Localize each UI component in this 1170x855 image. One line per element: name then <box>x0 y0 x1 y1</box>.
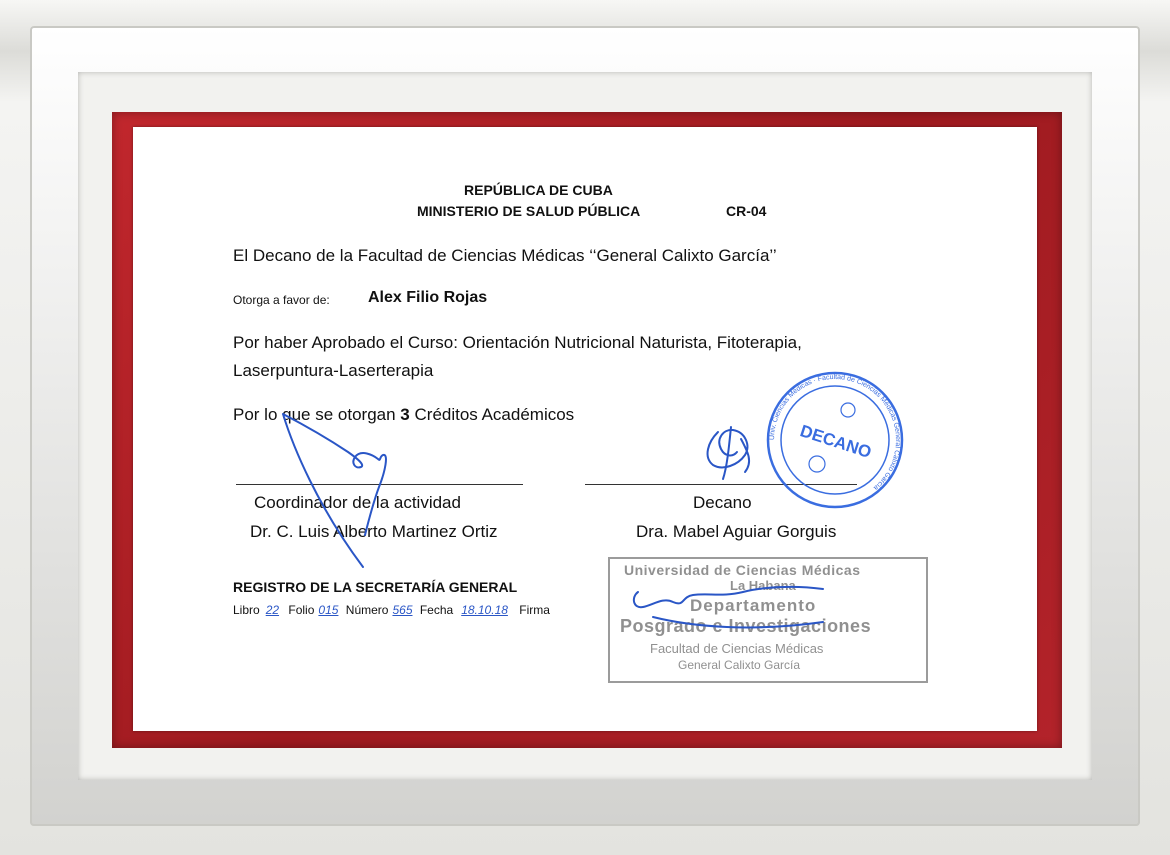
recipient-name: Alex Filio Rojas <box>368 289 488 306</box>
header-ministry: MINISTERIO DE SALUD PÚBLICA <box>417 203 641 219</box>
stamp-line-1: Universidad de Ciencias Médicas <box>624 562 861 578</box>
grant-label: Otorga a favor de: <box>233 293 330 307</box>
folio-label: Folio <box>288 603 315 617</box>
course-line-2: Laserpuntura-Laserterapia <box>233 361 434 380</box>
stamp-line-5: Facultad de Ciencias Médicas <box>650 641 824 656</box>
certificate <box>133 127 1037 731</box>
dean-line: El Decano de la Facultad de Ciencias Médicas ‘‘General Calixto García’’ <box>233 246 777 265</box>
firma-label: Firma <box>519 603 550 617</box>
fecha-value: 18.10.18 <box>461 603 508 617</box>
registry-title: REGISTRO DE LA SECRETARÍA GENERAL <box>233 579 518 595</box>
credits-suffix: Créditos Académicos <box>414 405 575 424</box>
seal-center-text: DECANO <box>797 421 874 463</box>
numero-value: 565 <box>392 603 413 617</box>
course-line-1: Por haber Aprobado el Curso: Orientación Nutricional Naturista, Fitoterapia, <box>233 333 802 352</box>
libro-label: Libro <box>233 603 260 617</box>
header-code: CR-04 <box>726 203 767 219</box>
right-signer-role: Decano <box>693 493 752 512</box>
stamp-line-2: La Habana <box>730 578 796 593</box>
left-signer-role: Coordinador de la actividad <box>254 493 461 512</box>
stamp-line-6: General Calixto García <box>678 658 801 672</box>
libro-value: 22 <box>265 603 280 617</box>
right-signer-name: Dra. Mabel Aguiar Gorguis <box>636 522 837 541</box>
credits-prefix: Por lo que se otorgan <box>233 405 396 424</box>
left-signer-name: Dr. C. Luis Alberto Martinez Ortiz <box>250 522 498 541</box>
stamp-line-3: Departamento <box>690 596 817 615</box>
stamp-line-4: Posgrado e Investigaciones <box>620 616 872 636</box>
folio-value: 015 <box>318 603 339 617</box>
svg-text:Univ. Ciencias Médicas · Facul: Univ. Ciencias Médicas · Facultad de Ciencias Médicas General Calixto García <box>768 373 902 492</box>
registry-signature <box>133 127 1037 731</box>
fecha-label: Fecha <box>419 603 454 617</box>
numero-label: Número <box>345 603 389 617</box>
header-country: REPÚBLICA DE CUBA <box>464 182 613 198</box>
credits-number: 3 <box>400 405 410 424</box>
